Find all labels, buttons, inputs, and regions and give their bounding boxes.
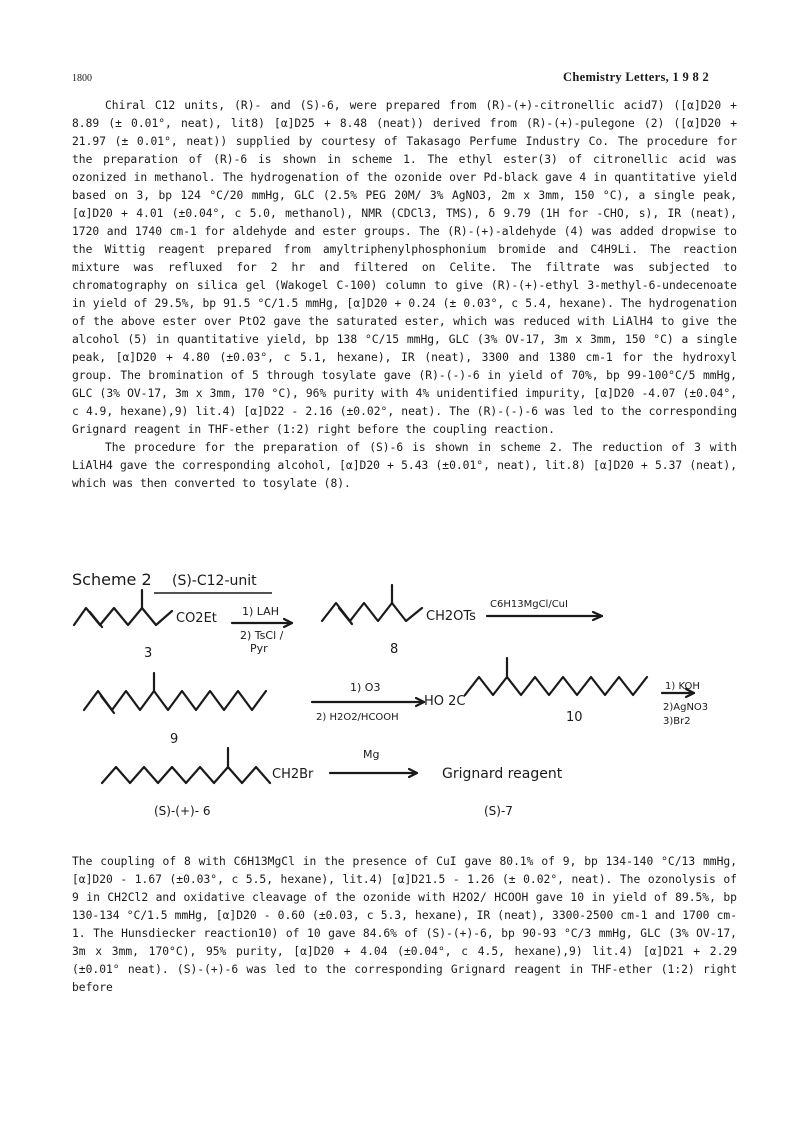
step5-top: Mg <box>363 748 380 761</box>
body-text-top <box>72 97 737 493</box>
compound-8-label: 8 <box>390 642 399 657</box>
compound-S6-label: (S)-(+)- 6 <box>154 804 211 818</box>
compound-3-label: 3 <box>144 646 153 661</box>
step4-a: 1) KOH <box>665 681 700 692</box>
step3-top: 1) O3 <box>350 681 381 694</box>
group-ch2ots: CH2OTs <box>426 609 476 624</box>
step2-top: C6H13MgCl/CuI <box>490 599 568 610</box>
compound-10-label: 10 <box>566 710 583 725</box>
compound-8-double-bond <box>339 608 352 624</box>
step1-bottom-a: 2) TsCl / <box>240 629 284 642</box>
paragraph-2: The procedure for the preparation of (S)-6 is shown in scheme 2. The reduction of 3 with LiAlH4 gave the corresponding alcohol, [α]D20 + 5.43 (±0.01°, neat), lit.8) [α]D20 + 5.37 (neat), which was then converted to tosylate (8). <box>72 441 737 490</box>
group-ho2c: HO 2C <box>424 694 466 709</box>
group-ch2br: CH2Br <box>272 767 314 782</box>
journal-header: Chemistry Letters, 1 9 8 2 <box>563 70 709 84</box>
scheme-2 <box>72 565 737 850</box>
compound-3-double-bond <box>90 612 102 627</box>
page-number: 1800 <box>72 73 92 84</box>
compound-9-skeleton <box>84 691 266 710</box>
step4-c: 3)Br2 <box>663 716 691 727</box>
scheme-title: Scheme 2 <box>72 570 152 589</box>
compound-S7-label: (S)-7 <box>484 804 513 818</box>
compound-8-skeleton <box>322 603 422 621</box>
compound-10-skeleton <box>465 677 647 695</box>
compound-S6-skeleton <box>102 767 270 783</box>
group-co2et: CO2Et <box>176 611 217 626</box>
paragraph-3: The coupling of 8 with C6H13MgCl in the presence of CuI gave 80.1% of 9, bp 134-140 °C/13 mmHg, [α]D20 - 1.67 (±0.03°, c 5.5, hexane), lit.4) [α]D21.5 - 1.26 (± 0.02°, neat). The ozonolysis of 9 in CH2Cl2 and oxidative cleavage of the ozonide with H2O2/ HCOOH gave 10 in yield of 89.5%, bp 130-134 °C/1.5 mmHg, [α]D20 - 0.60 (±0.03, c 5.3, hexane), IR (neat), 3300-2500 cm-1 and 1700 cm-1. The Hunsdiecker reaction10) of 10 gave 84.6% of (S)-(+)-6, bp 90-93 °C/3 mmHg, GLC (3% OV-17, 3m x 3mm, 170°C), 95% purity, [α]D20 + 4.04 (±0.04°, c 4.5, hexane),9) lit.4) [α]D21 + 2.29 (±0.01° neat). (S)-(+)-6 was led to the corresponding Grignard reagent in THF-ether (1:2) right before <box>72 855 737 994</box>
step4-b: 2)AgNO3 <box>663 702 709 713</box>
scheme-subtitle: (S)-C12-unit <box>172 573 257 589</box>
compound-9-double-bond <box>101 696 114 713</box>
scheme-2-drawing <box>72 565 737 850</box>
compound-3-skeleton <box>74 608 172 625</box>
compound-9-label: 9 <box>170 732 179 747</box>
grignard-label: Grignard reagent <box>442 766 563 782</box>
step3-bottom: 2) H2O2/HCOOH <box>316 712 399 723</box>
paragraph-1: Chiral C12 units, (R)- and (S)-6, were prepared from (R)-(+)-citronellic acid7) ([α]D20 + 8.89 (± 0.01°, neat), lit8) [α]D25 + 8.48 (neat)) derived from (R)-(+)-pulegone (2) ([α]D20 + 21.97 (± 0.01°, neat)) supplied by courtesy of Takasago Perfume Industry Co. The procedure for the preparation of (R)-6 is shown in scheme 1. The ethyl ester(3) of citronellic acid was ozonized in methanol. The hydrogenation of the ozonide over Pd-black gave 4 in quantitative yield based on 3, bp 124 °C/20 mmHg, GLC (2.5% PEG 20M/ 3% AgNO3, 2m x 3mm, 150 °C), a single peak, [α]D20 + 4.01 (±0.04°, c 5.0, methanol), NMR (CDCl3, TMS), δ 9.79 (1H for -CHO, s), IR (neat), 1720 and 1740 cm-1 for aldehyde and ester groups. The (R)-(+)-aldehyde (4) was added dropwise to the Wittig reagent prepared from amyltriphenylphosphonium bromide and C4H9Li. The reaction mixture was refluxed for 2 hr and filtered on Celite. The filtrate was subjected to chromatography on silica gel (Wakogel C-100) column to give (R)-(+)-ethyl 3-methyl-6-undecenoate in yield of 29.5%, bp 91.5 °C/1.5 mmHg, [α]D20 + 0.24 (± 0.03°, c 5.4, hexane). The hydrogenation of the above ester over PtO2 gave the saturated ester, which was reduced with LiAlH4 to give the alcohol (5) in quantitative yield, bp 138 °C/15 mmHg, GLC (3% OV-17, 3m x 3mm, 150 °C) a single peak, [α]D20 + 4.80 (±0.03°, c 5.1, hexane), IR (neat), 3300 and 1380 cm-1 for the hydroxyl group. The bromination of 5 through tosylate gave (R)-(-)-6 in yield of 70%, bp 99-100°C/5 mmHg, GLC (3% OV-17, 3m x 3mm, 170 °C), 96% purity with 4% unidentified impurity, [α]D20 -4.07 (±0.04°, c 4.9, hexane),9) lit.4) [α]D22 - 2.16 (±0.02°, neat). The (R)-(-)-6 was led to the corresponding Grignard reagent in THF-ether (1:2) right before the coupling reaction. <box>72 99 737 436</box>
step1-bottom-b: Pyr <box>250 642 268 655</box>
step1-top: 1) LAH <box>242 605 279 618</box>
body-text-bottom <box>72 853 737 997</box>
